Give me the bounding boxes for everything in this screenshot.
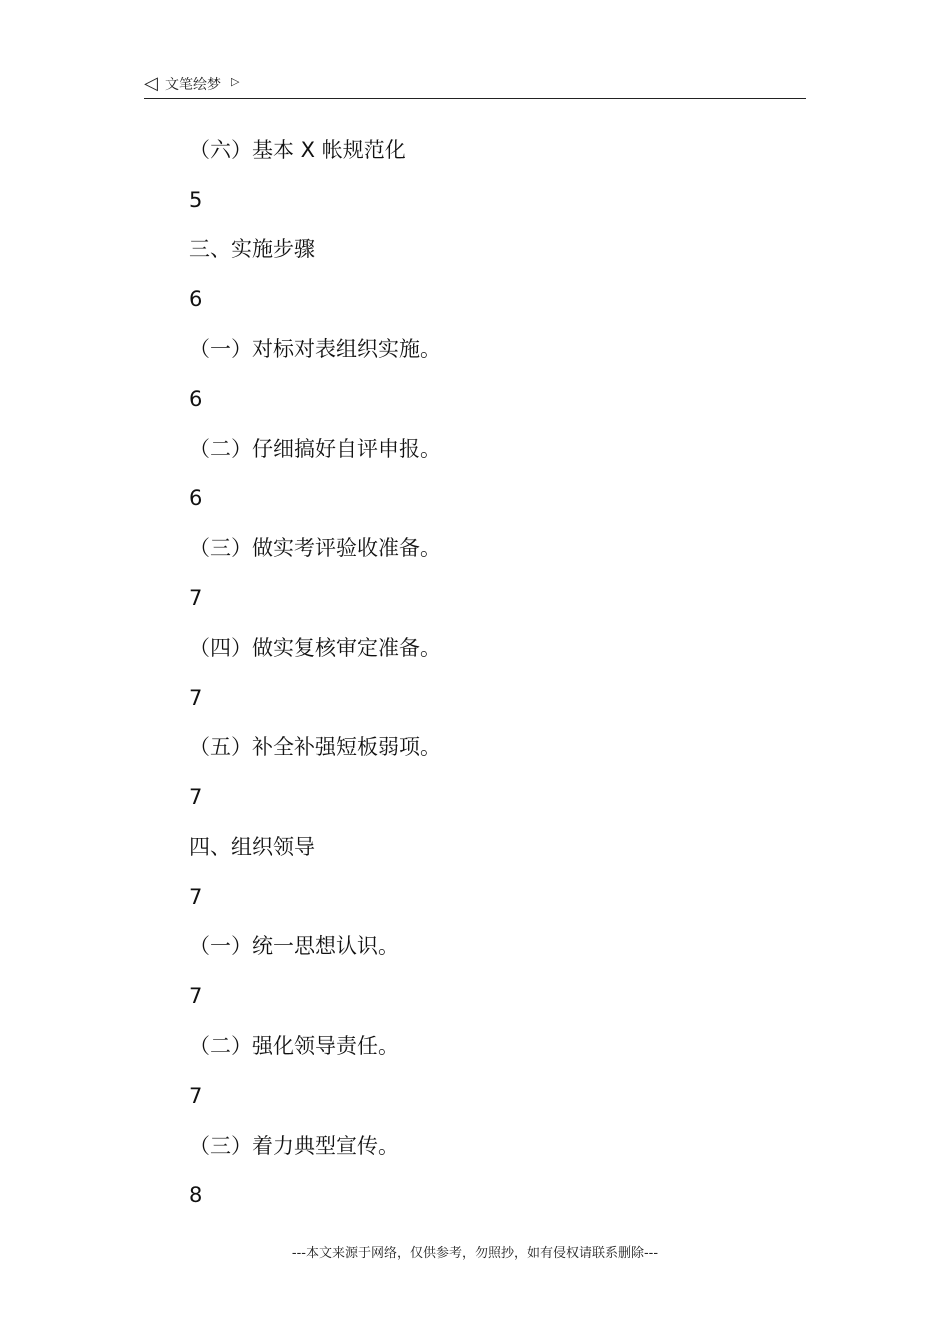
toc-page-number: 7 — [189, 686, 203, 710]
toc-entry: （三）做实考评验收准备。 — [189, 536, 441, 560]
toc-entry: （二）仔细搞好自评申报。 — [189, 437, 441, 461]
toc-page-number: 7 — [189, 785, 203, 809]
toc-entry: （二）强化领导责任。 — [189, 1034, 399, 1058]
toc-entry: （五）补全补强短板弱项。 — [189, 735, 441, 759]
right-triangle-icon: ▷ — [231, 75, 240, 88]
toc-entry: （三）着力典型宣传。 — [189, 1134, 399, 1158]
header-brand: 文笔绘梦 — [165, 77, 221, 93]
toc-page-number: 6 — [189, 287, 203, 311]
toc-page-number: 7 — [189, 586, 203, 610]
toc-entry: （一）对标对表组织实施。 — [189, 337, 441, 361]
toc-section-heading: 四、组织领导 — [189, 835, 315, 859]
toc-page-number: 7 — [189, 984, 203, 1008]
toc-section-heading: 三、实施步骤 — [189, 237, 315, 261]
toc-page-number: 6 — [189, 486, 203, 510]
toc-page-number: 7 — [189, 1084, 203, 1108]
left-triangle-icon: ◁ — [144, 73, 158, 94]
toc-page-number: 8 — [189, 1183, 203, 1207]
toc-page-number: 7 — [189, 885, 203, 909]
page-footer: ---本文来源于网络，仅供参考，勿照抄，如有侵权请联系删除--- — [291, 1246, 659, 1261]
toc-entry: （六）基本 X 帐规范化 — [189, 138, 406, 162]
toc-page-number: 5 — [189, 188, 203, 212]
toc-entry: （四）做实复核审定准备。 — [189, 636, 441, 660]
toc-entry: （一）统一思想认识。 — [189, 934, 399, 958]
toc-page-number: 6 — [189, 387, 203, 411]
